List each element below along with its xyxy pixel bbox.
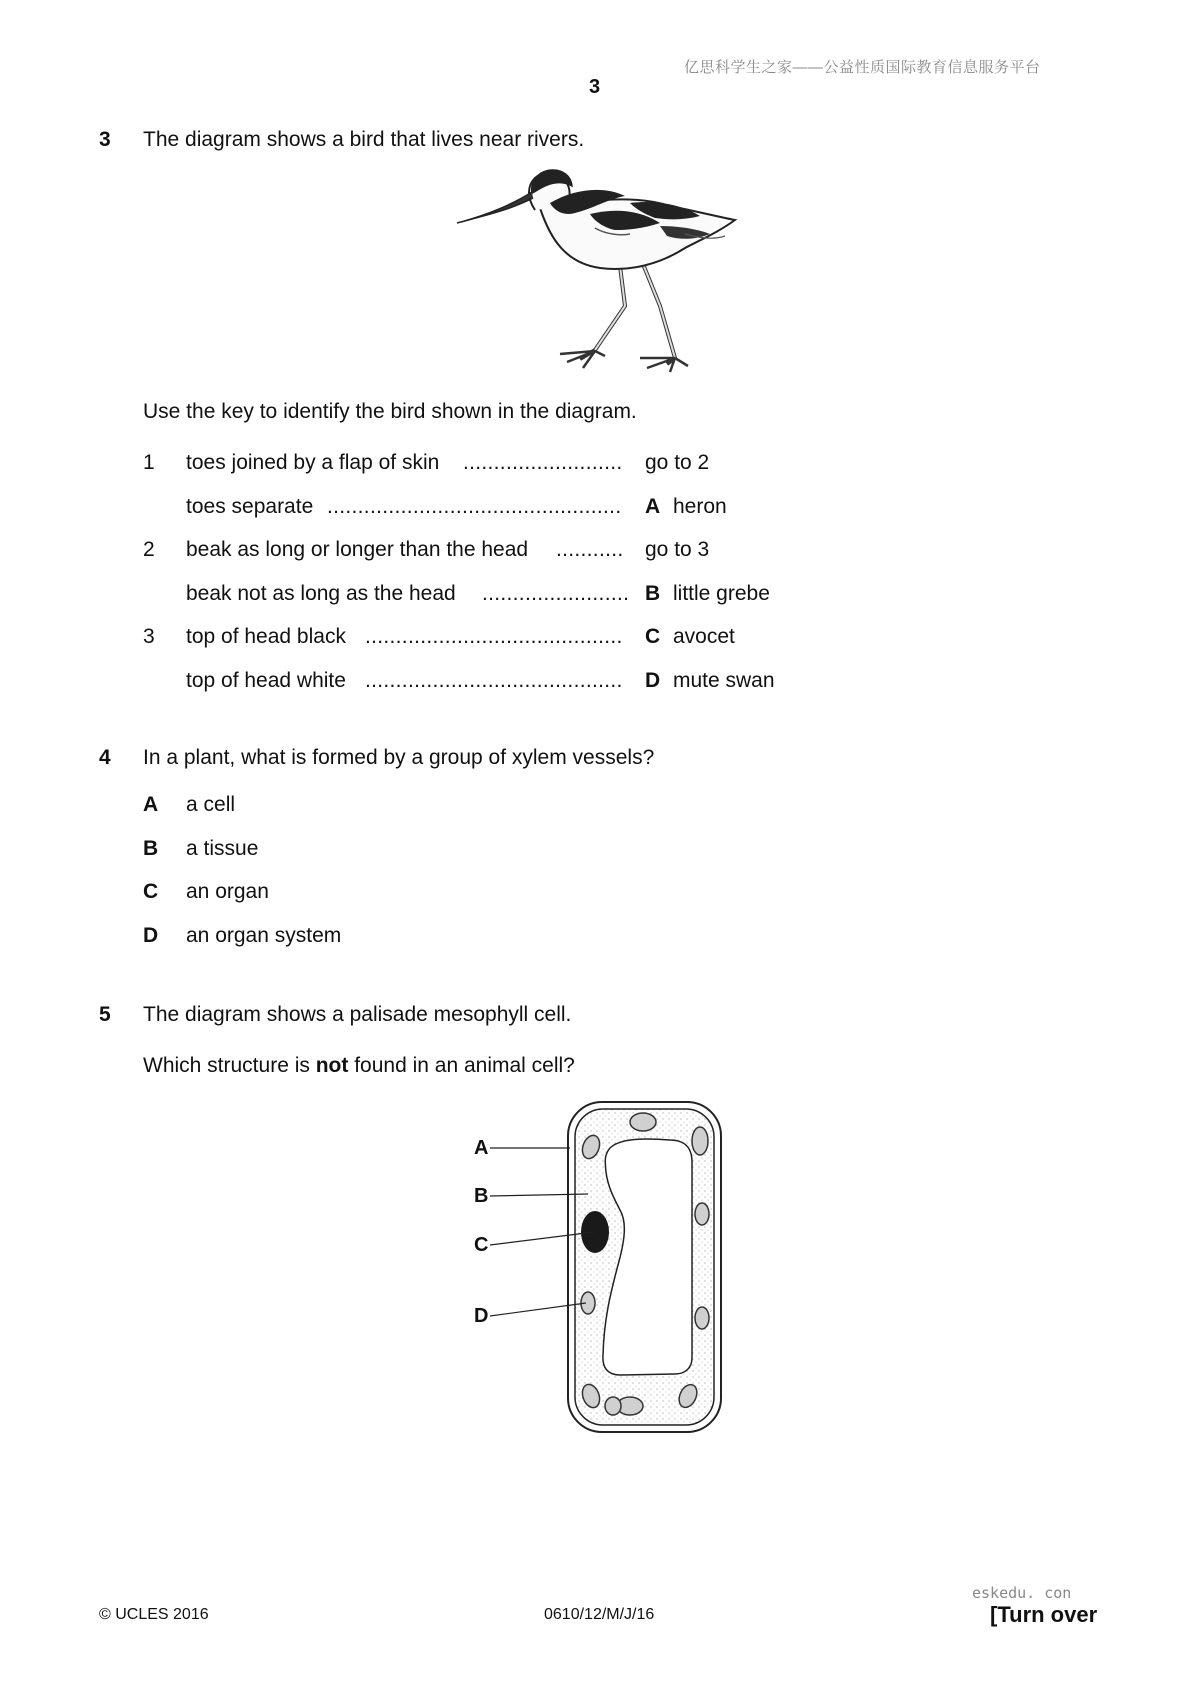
prompt-post: found in an animal cell? [348, 1054, 575, 1077]
option-text: an organ system [186, 924, 342, 947]
key-result: little grebe [673, 582, 770, 605]
palisade-cell-diagram [470, 1100, 730, 1440]
question-text: The diagram shows a bird that lives near rivers. [143, 128, 585, 151]
key-leader-dots: ........................ [482, 582, 630, 605]
prompt-pre: Which structure is [143, 1054, 316, 1077]
option-text: a tissue [186, 837, 259, 860]
option-letter: A [143, 793, 159, 816]
diagram-label-b: B [474, 1185, 489, 1207]
key-step-number: 2 [143, 538, 155, 561]
key-row [0, 452, 1190, 478]
question-text: In a plant, what is formed by a group of xylem vessels? [143, 746, 655, 769]
key-result: go to 2 [645, 451, 710, 474]
option-letter: C [143, 880, 159, 903]
question-prompt [143, 1055, 575, 1076]
key-leader-dots: ................................................ [327, 495, 622, 518]
chloroplast [630, 1113, 656, 1131]
question-number: 4 [99, 746, 111, 769]
question-number: 3 [99, 128, 111, 151]
footer-turn-over: [Turn over [990, 1602, 1098, 1627]
key-row [0, 539, 1190, 565]
key-row [0, 626, 1190, 652]
key-answer-letter: D [645, 669, 661, 692]
key-row [0, 670, 1190, 696]
avocet-bird-illustration [455, 168, 740, 378]
key-row [0, 583, 1190, 609]
header-watermark: 亿思科学生之家——公益性质国际教育信息服务平台 [684, 59, 1041, 76]
diagram-label-c: C [474, 1234, 489, 1256]
key-answer-letter: C [645, 625, 661, 648]
key-description: toes separate [186, 495, 314, 518]
option-text: an organ [186, 880, 269, 903]
footer-site-watermark: eskedu. con [972, 1584, 1072, 1602]
diagram-label-a: A [474, 1137, 489, 1159]
chloroplast [692, 1127, 708, 1155]
nucleus [581, 1211, 609, 1253]
question-text: The diagram shows a palisade mesophyll cell. [143, 1003, 572, 1026]
key-leader-dots: .......................................... [365, 669, 623, 692]
page-number: 3 [589, 76, 601, 98]
question-number: 5 [99, 1003, 111, 1026]
key-description: toes joined by a flap of skin [186, 451, 440, 474]
key-instruction: Use the key to identify the bird shown in the diagram. [143, 400, 637, 423]
key-answer-letter: A [645, 495, 661, 518]
option-text: a cell [186, 793, 236, 816]
key-description: top of head black [186, 625, 346, 648]
key-answer-letter: B [645, 582, 661, 605]
option-letter: D [143, 924, 159, 947]
key-leader-dots: .......................................... [365, 625, 623, 648]
key-leader-dots: ........... [556, 538, 624, 561]
option-letter: B [143, 837, 159, 860]
chloroplast [695, 1203, 709, 1225]
footer-copyright: © UCLES 2016 [99, 1606, 209, 1623]
key-result: mute swan [673, 669, 775, 692]
footer-paper-code: 0610/12/M/J/16 [544, 1606, 655, 1623]
key-description: top of head white [186, 669, 346, 692]
chloroplast [695, 1307, 709, 1329]
key-result: heron [673, 495, 727, 518]
key-leader-dots: .......................... [463, 451, 623, 474]
key-description: beak not as long as the head [186, 582, 456, 605]
key-result: avocet [673, 625, 735, 648]
chloroplast [605, 1397, 621, 1415]
key-description: beak as long or longer than the head [186, 538, 529, 561]
diagram-label-d: D [474, 1305, 489, 1327]
key-step-number: 3 [143, 625, 155, 648]
key-result: go to 3 [645, 538, 710, 561]
key-step-number: 1 [143, 451, 155, 474]
prompt-emphasis: not [315, 1054, 349, 1077]
key-row [0, 496, 1190, 522]
